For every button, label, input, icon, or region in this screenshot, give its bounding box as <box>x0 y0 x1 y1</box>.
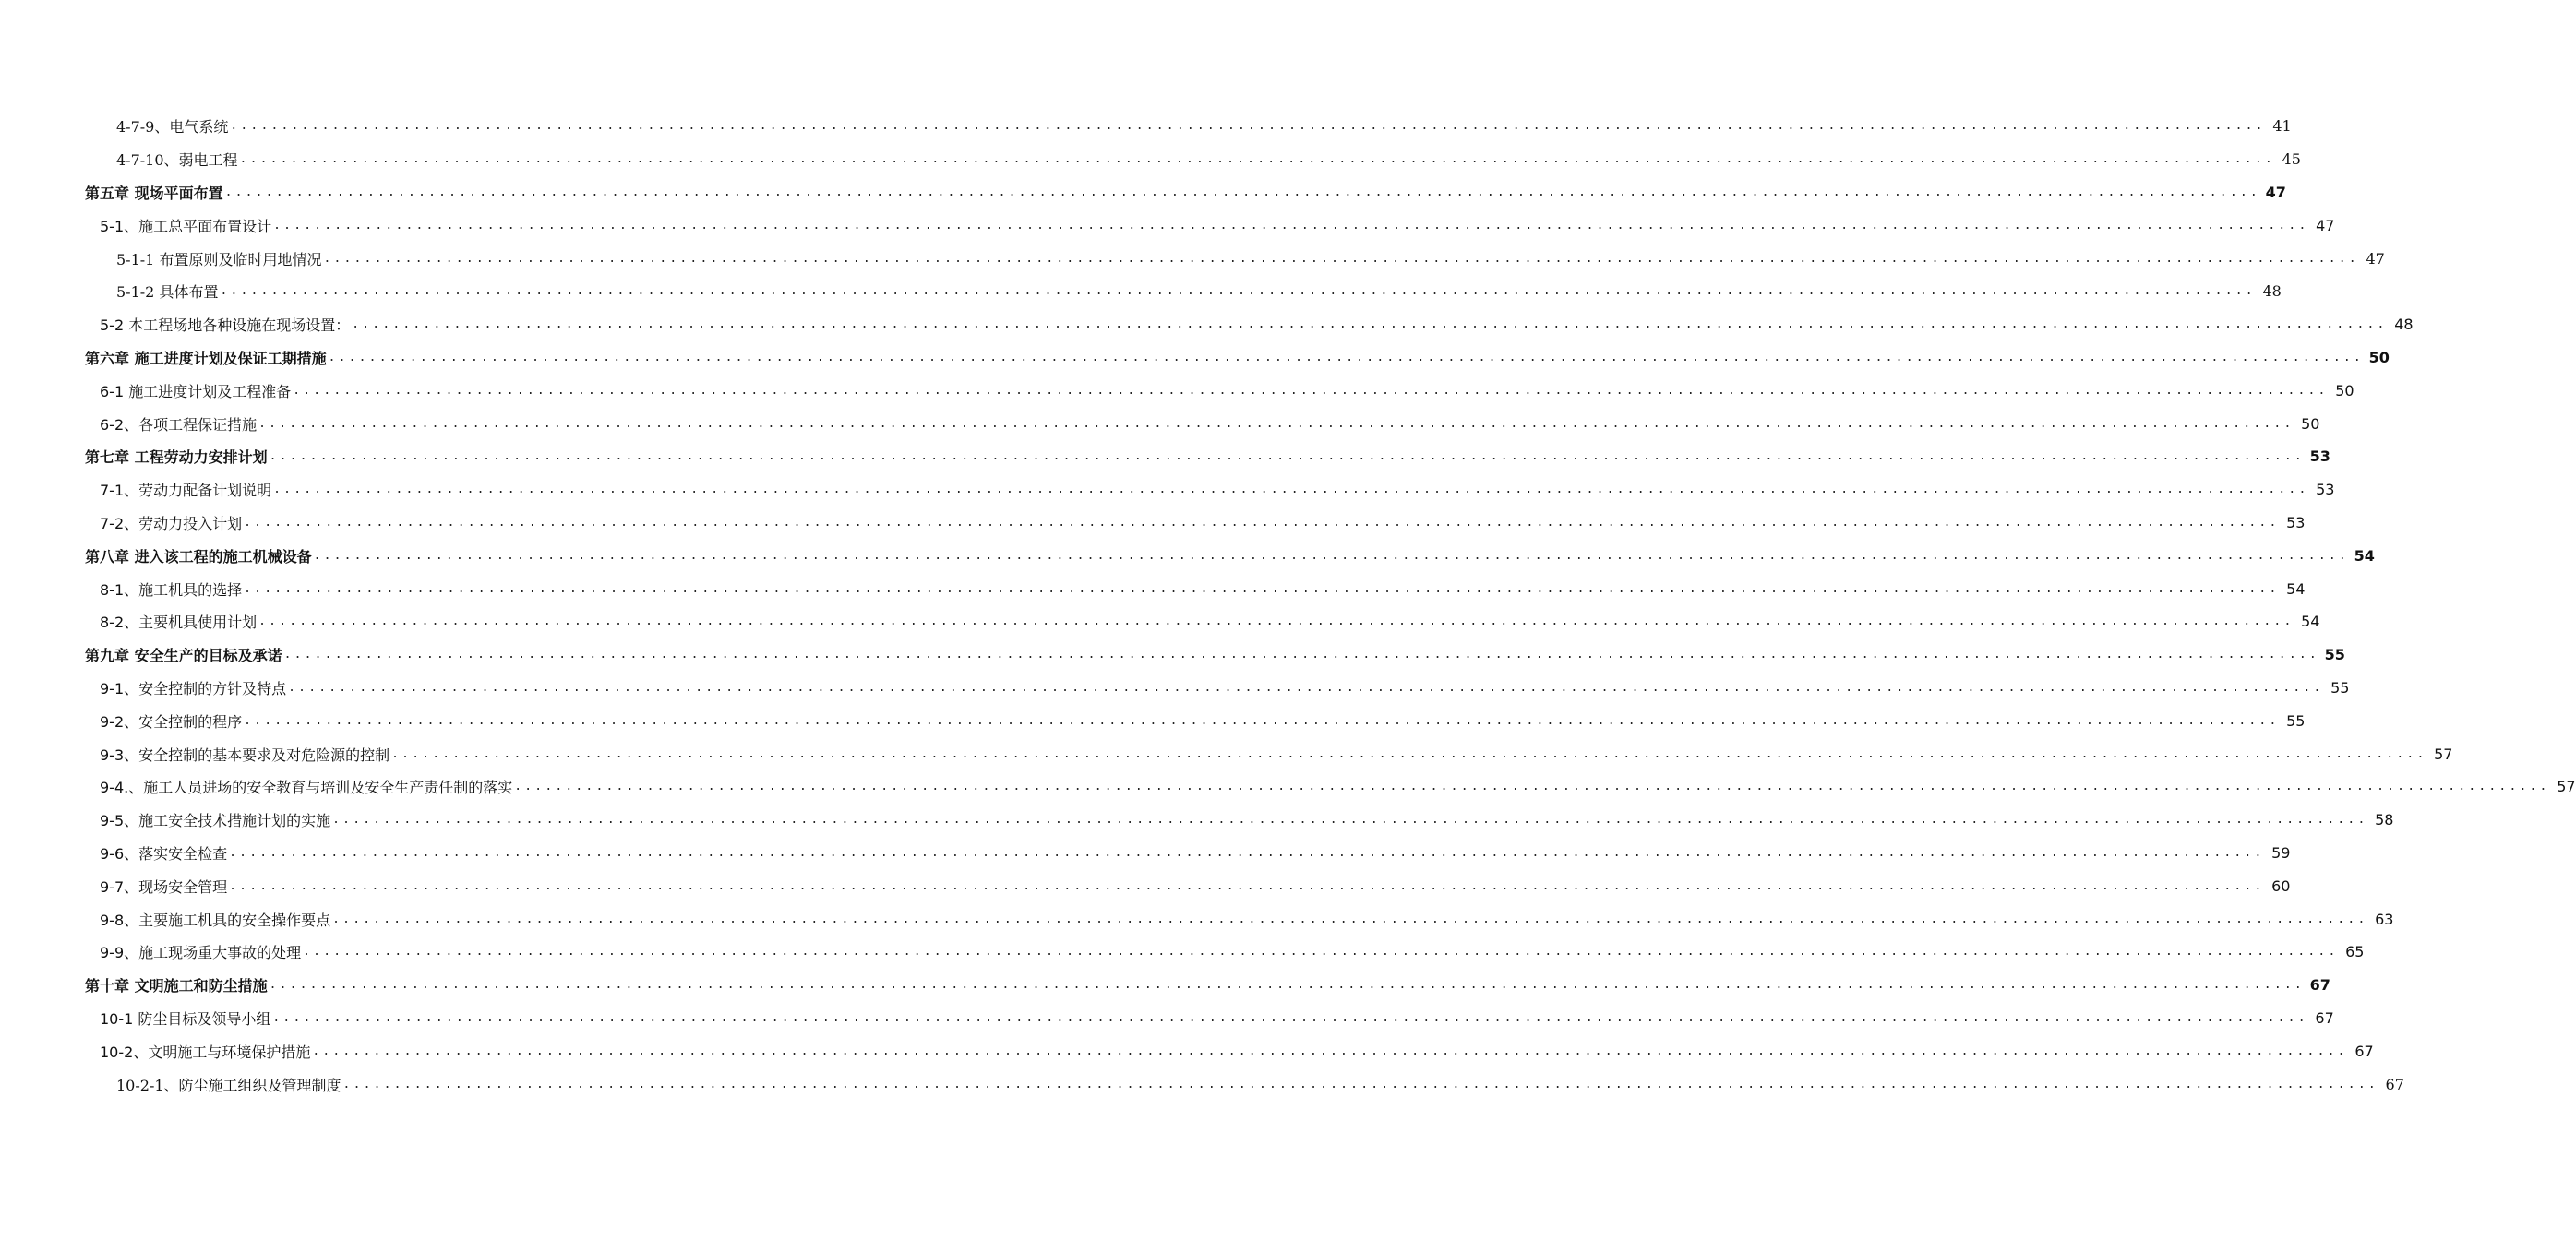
toc-entry[interactable] <box>0 374 2354 407</box>
toc-entry[interactable] <box>0 672 2350 705</box>
toc-entry-title: 9-8、主要施工机具的安全操作要点 <box>100 911 331 929</box>
toc-entry[interactable] <box>0 473 2335 507</box>
toc-dot-leader: ........................................................................................................................................................................................................ <box>220 284 2256 299</box>
toc-entry[interactable] <box>0 869 2291 902</box>
toc-entry-title: 7-1、劳动力配备计划说明 <box>100 482 272 500</box>
toc-entry[interactable] <box>0 539 2375 572</box>
toc-dot-leader: ........................................................................................................................................................................................................ <box>293 383 2329 398</box>
toc-entry-page-number: 67 <box>2309 976 2330 995</box>
toc-entry[interactable] <box>0 341 2390 375</box>
toc-entry-page-number: 60 <box>2271 876 2291 895</box>
toc-entry-title: 7-2、劳动力投入计划 <box>100 514 243 532</box>
toc-entry-page-number: 55 <box>2286 711 2306 730</box>
toc-dot-leader: ........................................................................................................................................................................................................ <box>283 648 2319 662</box>
toc-entry-title: 9-6、落实安全检查 <box>100 844 228 863</box>
toc-entry-title: 10-2、文明施工与环境保护措施 <box>100 1043 311 1061</box>
toc-entry-page-number: 67 <box>2315 1008 2334 1027</box>
toc-entry[interactable] <box>0 209 2335 242</box>
toc-entry[interactable] <box>0 737 2453 770</box>
toc-entry-page-number: 50 <box>2368 348 2390 366</box>
toc-entry[interactable] <box>0 1002 2334 1035</box>
toc-entry[interactable] <box>0 440 2330 473</box>
toc-entry[interactable] <box>0 110 2292 143</box>
toc-dot-leader: ........................................................................................................................................................................................................ <box>239 152 2275 167</box>
toc-entry-title: 5-1、施工总平面布置设计 <box>100 217 272 235</box>
toc-entry-page-number: 53 <box>2309 447 2330 466</box>
toc-entry-page-number: 57 <box>2434 745 2453 763</box>
toc-entry-page-number: 41 <box>2272 117 2292 136</box>
toc-dot-leader: ........................................................................................................................................................................................................ <box>269 449 2305 464</box>
toc-dot-leader: ........................................................................................................................................................................................................ <box>244 713 2280 728</box>
toc-entry-page-number: 48 <box>2262 282 2282 301</box>
toc-dot-leader: ........................................................................................................................................................................................................ <box>312 1043 2348 1058</box>
toc-entry[interactable] <box>0 902 2394 936</box>
toc-dot-leader: ........................................................................................................................................................................................................ <box>352 317 2388 332</box>
toc-entry-title: 9-4.、施工人员进场的安全教育与培训及安全生产责任制的落实 <box>100 779 513 797</box>
toc-entry-title: 4-7-9、电气系统 <box>116 118 229 137</box>
toc-entry-title: 6-2、各项工程保证措施 <box>100 415 258 434</box>
toc-dot-leader: ........................................................................................................................................................................................................ <box>229 878 2265 893</box>
toc-entry-title: 5-1-1 布置原则及临时用地情况 <box>116 250 322 268</box>
toc-entry-title: 9-7、现场安全管理 <box>100 877 228 896</box>
toc-dot-leader: ........................................................................................................................................................................................................ <box>244 581 2280 596</box>
toc-entry-title: 5-1-2 具体布置 <box>116 283 219 302</box>
toc-entry[interactable] <box>0 242 2385 275</box>
toc-entry-title: 第七章 工程劳动力安排计划 <box>85 448 268 467</box>
toc-entry-title: 第五章 现场平面布置 <box>85 184 223 202</box>
toc-entry[interactable] <box>0 572 2306 605</box>
toc-dot-leader: ........................................................................................................................................................................................................ <box>258 614 2294 629</box>
toc-entry[interactable] <box>0 1067 2404 1101</box>
toc-entry-page-number: 67 <box>2385 1075 2404 1093</box>
toc-entry-title: 第十章 文明施工和防尘措施 <box>85 977 268 996</box>
toc-dot-leader: ........................................................................................................................................................................................................ <box>391 746 2427 761</box>
toc-entry[interactable] <box>0 308 2414 341</box>
toc-dot-leader: ........................................................................................................................................................................................................ <box>313 548 2349 563</box>
toc-dot-leader: ........................................................................................................................................................................................................ <box>272 1010 2308 1025</box>
toc-entry-title: 4-7-10、弱电工程 <box>116 151 238 170</box>
toc-entry-title: 9-5、施工安全技术措施计划的实施 <box>100 812 331 830</box>
toc-entry-page-number: 53 <box>2316 481 2335 499</box>
toc-dot-leader: ........................................................................................................................................................................................................ <box>288 680 2324 695</box>
toc-entry-title: 第六章 施工进度计划及保证工期措施 <box>85 349 327 367</box>
toc-dot-leader: ........................................................................................................................................................................................................ <box>342 1077 2378 1091</box>
toc-entry[interactable] <box>0 969 2330 1002</box>
toc-entry-title: 9-2、安全控制的程序 <box>100 712 243 731</box>
toc-entry-page-number: 47 <box>2316 216 2335 234</box>
toc-entry[interactable] <box>0 936 2365 969</box>
table-of-contents <box>0 110 2576 1101</box>
toc-entry-page-number: 50 <box>2335 381 2354 399</box>
toc-dot-leader: ........................................................................................................................................................................................................ <box>332 912 2368 926</box>
toc-entry-title: 10-2-1、防尘施工组织及管理制度 <box>116 1076 341 1094</box>
toc-dot-leader: ........................................................................................................................................................................................................ <box>244 515 2280 530</box>
toc-entry[interactable] <box>0 638 2345 672</box>
toc-entry-page-number: 55 <box>2324 646 2345 664</box>
toc-entry-title: 6-1 施工进度计划及工程准备 <box>100 382 292 400</box>
toc-dot-leader: ........................................................................................................................................................................................................ <box>229 845 2265 860</box>
toc-entry-page-number: 54 <box>2354 546 2375 565</box>
toc-entry-page-number: 65 <box>2345 943 2365 961</box>
toc-entry[interactable] <box>0 407 2320 440</box>
toc-dot-leader: ........................................................................................................................................................................................................ <box>303 945 2339 960</box>
toc-entry-page-number: 55 <box>2330 678 2350 697</box>
toc-entry[interactable] <box>0 704 2306 737</box>
toc-entry-page-number: 57 <box>2557 778 2576 796</box>
toc-entry-title: 8-2、主要机具使用计划 <box>100 614 258 632</box>
toc-entry-title: 10-1 防尘目标及领导小组 <box>100 1009 271 1028</box>
toc-entry-page-number: 59 <box>2271 843 2291 862</box>
toc-entry[interactable] <box>0 143 2301 176</box>
toc-dot-leader: ........................................................................................................................................................................................................ <box>332 813 2368 828</box>
toc-entry[interactable] <box>0 804 2394 837</box>
toc-entry-title: 第九章 安全生产的目标及承诺 <box>85 647 282 665</box>
toc-dot-leader: ........................................................................................................................................................................................................ <box>273 218 2309 232</box>
toc-dot-leader: ........................................................................................................................................................................................................ <box>224 185 2260 199</box>
toc-entry[interactable] <box>0 275 2282 308</box>
toc-dot-leader: ........................................................................................................................................................................................................ <box>514 780 2550 794</box>
toc-entry-title: 第八章 进入该工程的施工机械设备 <box>85 547 312 566</box>
toc-entry-page-number: 58 <box>2375 811 2394 829</box>
toc-entry-page-number: 48 <box>2394 316 2414 334</box>
toc-dot-leader: ........................................................................................................................................................................................................ <box>323 251 2359 266</box>
toc-entry-title: 5-2 本工程场地各种设施在现场设置： <box>100 316 351 335</box>
toc-dot-leader: ........................................................................................................................................................................................................ <box>269 978 2305 993</box>
toc-entry-page-number: 63 <box>2375 910 2394 928</box>
toc-entry-page-number: 67 <box>2354 1042 2374 1060</box>
toc-dot-leader: ........................................................................................................................................................................................................ <box>258 416 2294 431</box>
toc-entry-page-number: 45 <box>2282 150 2301 169</box>
toc-entry[interactable] <box>0 507 2306 540</box>
toc-entry-page-number: 54 <box>2286 579 2306 598</box>
toc-entry[interactable] <box>0 837 2291 870</box>
toc-entry-page-number: 54 <box>2301 613 2320 631</box>
toc-entry-title: 9-3、安全控制的基本要求及对危险源的控制 <box>100 745 390 764</box>
toc-entry-page-number: 47 <box>2366 249 2385 268</box>
toc-entry-title: 8-1、施工机具的选择 <box>100 580 243 599</box>
toc-entry-title: 9-9、施工现场重大事故的处理 <box>100 944 302 962</box>
toc-dot-leader: ........................................................................................................................................................................................................ <box>328 350 2364 364</box>
toc-entry[interactable] <box>0 770 2576 804</box>
toc-dot-leader: ........................................................................................................................................................................................................ <box>273 483 2309 497</box>
toc-entry-title: 9-1、安全控制的方针及特点 <box>100 679 287 698</box>
toc-entry[interactable] <box>0 605 2320 638</box>
toc-entry[interactable] <box>0 1034 2374 1067</box>
toc-entry-page-number: 53 <box>2286 513 2306 531</box>
toc-entry-page-number: 50 <box>2301 414 2320 433</box>
toc-dot-leader: ........................................................................................................................................................................................................ <box>230 119 2266 134</box>
toc-entry[interactable] <box>0 176 2286 209</box>
toc-entry-page-number: 47 <box>2265 183 2286 201</box>
